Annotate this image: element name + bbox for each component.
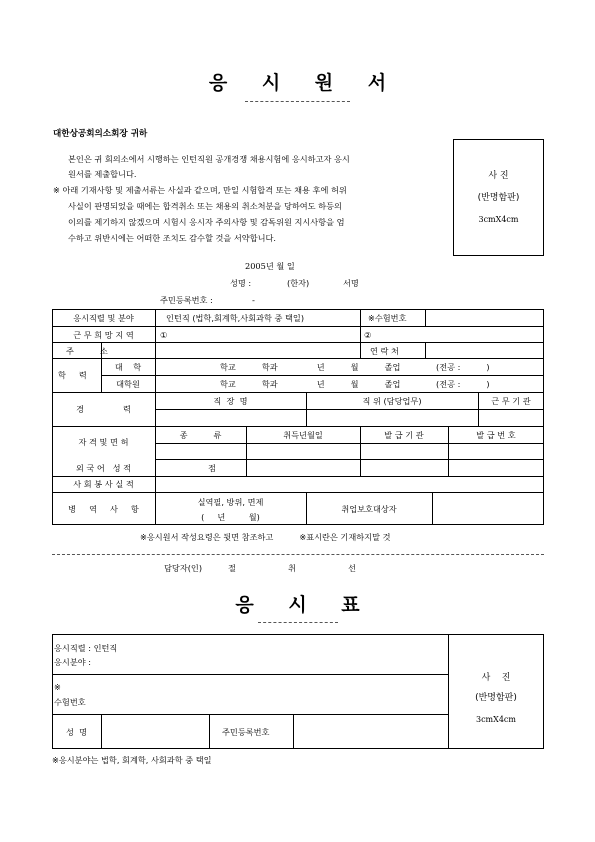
ticket-resident-number-label: 주민등록번호 <box>222 727 270 737</box>
ticket-title: 응 시 표 <box>235 594 374 616</box>
ticket-table <box>52 634 544 749</box>
intro-line-1: 본인은 귀 회의소에서 시행하는 인턴직원 공개경쟁 채용시험에 응시하고자 응시 <box>68 154 350 164</box>
address-label: 주 소 <box>66 346 108 356</box>
ticket-note: ※응시분야는 법학, 회계학, 사회과학 중 택일 <box>52 755 212 765</box>
title-underline <box>245 101 350 102</box>
volunteer-label: 사 회 봉 사 실 적 <box>73 479 134 489</box>
hanja-label: (한자) <box>287 278 310 288</box>
university-label: 대 학 <box>114 362 142 372</box>
region-first-choice[interactable]: ① <box>160 330 168 340</box>
cut-line <box>52 554 544 555</box>
ticket-field: 응시분야 : <box>54 657 91 667</box>
cert-header-date: 취득년월일 <box>283 430 323 440</box>
ticket-photo-size: (반명함판) <box>475 693 517 703</box>
ticket-exam-number-label: 수험번호 <box>54 697 86 707</box>
date-line: 2005년 월 일 <box>245 261 295 271</box>
career-header-company: 직 장 명 <box>213 396 248 406</box>
ticket-type: 응시직렬 : 인턴직 <box>54 643 118 653</box>
university-major[interactable]: (전공 : ) <box>436 362 490 372</box>
cert-header-number: 발 급 번 호 <box>476 430 516 440</box>
resident-number-label: 주민등록번호 : <box>160 295 213 305</box>
region-second-choice[interactable]: ② <box>364 330 372 340</box>
graduate-school-label: 대학원 <box>116 379 140 389</box>
cert-header-type: 종 류 <box>179 430 222 440</box>
cert-header-issuer: 발 급 기 관 <box>384 430 424 440</box>
addressee: 대한상공회의소회장 귀하 <box>53 129 148 139</box>
note-line-1: ※ 아래 기재사항 및 제출서류는 사실과 같으며, 만일 시험합격 또는 채용 후에 허위 <box>53 185 347 195</box>
ticket-name-label: 성 명 <box>66 727 88 737</box>
military-status[interactable]: 실역필, 방위, 면제 <box>197 497 264 507</box>
ticket-photo-label: 사 진 <box>481 673 511 683</box>
ticket-mark: ※ <box>54 682 61 692</box>
language-score-unit: 점 <box>208 463 216 473</box>
exam-number-label: ※수험번호 <box>368 313 407 323</box>
exam-number-field[interactable] <box>426 310 543 325</box>
graduate-row[interactable]: 학교 학과 년 월 졸업 <box>220 379 401 389</box>
photo-dimensions: 3cmX4cm <box>478 215 519 224</box>
apply-type-label: 응시직렬 및 분야 <box>73 313 134 323</box>
career-label: 경 력 <box>76 404 131 414</box>
military-date[interactable]: ( 년 월) <box>201 512 260 522</box>
resident-number-dash: - <box>252 295 255 305</box>
career-header-position: 직 위 (담당업무) <box>362 396 422 406</box>
form-title: 응 시 원 서 <box>208 72 401 94</box>
note-line-3: 이의를 제기하지 않겠으며 시험시 응시자 주의사항 및 감독위원 지시사항을 엄 <box>68 217 345 227</box>
veteran-label: 취업보호대상자 <box>341 504 397 514</box>
footnote: ※응시원서 작성요령은 뒷면 참조하고 ※표시란은 기재하지말 것 <box>140 532 391 542</box>
region-label: 근 무 희 망 지 역 <box>73 330 134 340</box>
note-line-2: 사실이 판명되었을 때에는 합격취소 또는 채용의 취소처분을 당하여도 하등의 <box>68 201 342 211</box>
name-label: 성명 : <box>230 278 252 288</box>
certificate-label: 자 격 및 면 허 <box>78 437 129 447</box>
ticket-title-underline <box>258 622 338 623</box>
note-line-4: 수하고 위반시에는 어떠한 조치도 감수할 것을 서약합니다. <box>68 233 277 243</box>
graduate-major[interactable]: (전공 : ) <box>436 379 490 389</box>
contact-label: 연 락 처 <box>370 346 399 356</box>
career-header-period: 근 무 기 관 <box>491 396 531 406</box>
apply-type-value: 인턴직 (법학,회계학,사회과학 중 택일) <box>166 313 305 323</box>
cut-line-label: 담당자(인) 절 취 선 <box>164 563 356 573</box>
education-label: 학 력 <box>58 370 87 380</box>
language-score-label: 외 국 어 성 적 <box>75 463 132 473</box>
military-label: 병 역 사 항 <box>68 504 139 514</box>
photo-size-label: (반명함판) <box>477 193 520 203</box>
university-row[interactable]: 학교 학과 년 월 졸업 <box>220 362 401 372</box>
photo-label: 사 진 <box>488 171 509 181</box>
signature-label: 서명 <box>343 278 359 288</box>
ticket-photo-dimensions: 3cmX4cm <box>475 715 516 724</box>
intro-line-2: 원서를 제출합니다. <box>68 169 137 179</box>
